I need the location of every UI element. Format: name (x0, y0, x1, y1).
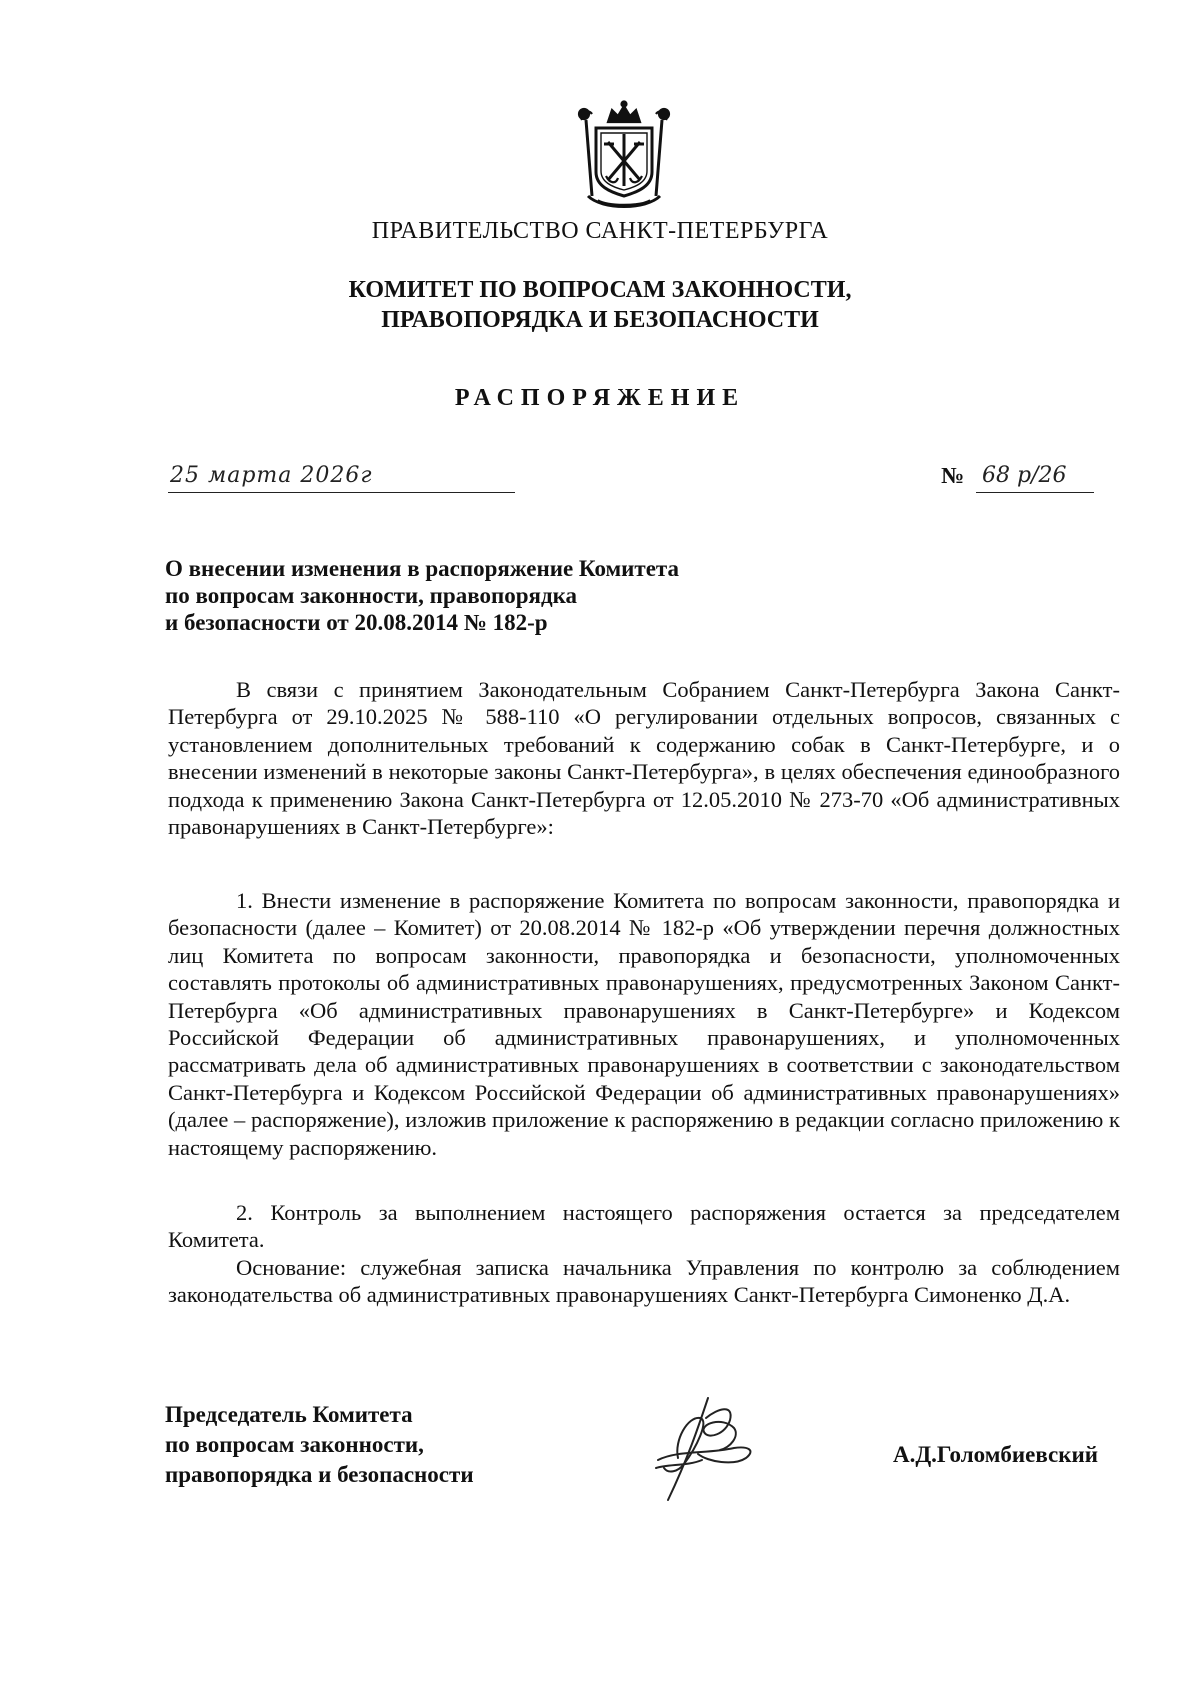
committee-title (0, 275, 1200, 335)
basis-text: Основание: служебная записка начальника Управления по контролю за соблюдением законодательства об административных правонарушениях Санкт-Петербурга Симоненко Д.А. (168, 1255, 1120, 1308)
document-number: 68 р/26 (982, 463, 1067, 488)
signatory-title-line-1: Председатель Комитета (165, 1402, 413, 1427)
basis-paragraph (168, 1254, 1120, 1309)
subject-line-3: и безопасности от 20.08.2014 № 182-р (165, 610, 548, 635)
item-1-text: 1. Внести изменение в распоряжение Комитета по вопросам законности, правопорядка и безопасности (далее – Комитет) от 20.08.2014 № 182-р «Об утверждении перечня должностных лиц Комитета по вопросам законности, правопорядка и безопасности, уполномоченных составлять протоколы об административных правонарушениях, предусмотренных Законом Санкт-Петербурга «Об административных правонарушениях в Санкт-Петербурге» и Кодексом Российской Федерации об административных правонарушениях, и уполномоченных рассматривать дела об административных правонарушениях в соответствии с законодательством Санкт-Петербурга и Кодексом Российской Федерации об административных правонарушениях» (далее – распоряжение), изложив приложение к распоряжению в редакции согласно приложению к настоящему распоряжению. (168, 888, 1120, 1160)
government-title: ПРАВИТЕЛЬСТВО САНКТ-ПЕТЕРБУРГА (371, 218, 829, 244)
preamble-text: В связи с принятием Законодательным Собранием Санкт-Петербурга Закона Санкт-Петербурга от 29.10.2025 № 588-110 «О регулировании отдельных вопросов, связанных с установлением дополнительных требований к содержанию собак в Санкт-Петербурге, и о внесении изменений в некоторые законы Санкт-Петербурга», в целях обеспечения единообразного подхода к применению Закона Санкт-Петербурга от 12.05.2010 № 273-70 «Об административных правонарушениях в Санкт-Петербурге»: (168, 677, 1120, 840)
document-number-label: № (941, 463, 965, 488)
committee-title-line-2: ПРАВОПОРЯДКА И БЕЗОПАСНОСТИ (381, 307, 819, 333)
document-subject (165, 555, 765, 636)
subject-line-2: по вопросам законности, правопорядка (165, 583, 578, 608)
document-date: 25 марта 2026г (170, 463, 373, 488)
signatory-name: А.Д.Голомбиевский (893, 1442, 1099, 1467)
signatory-title-line-2: по вопросам законности, (165, 1432, 424, 1457)
subject-line-1: О внесении изменения в распоряжение Комитета (165, 556, 680, 581)
signatory-title (165, 1400, 474, 1490)
saint-petersburg-coat-of-arms-icon (568, 100, 680, 212)
document-type: РАСПОРЯЖЕНИЕ (454, 385, 746, 411)
handwritten-signature-icon (638, 1388, 768, 1508)
preamble-paragraph (168, 676, 1120, 840)
committee-title-line-1: КОМИТЕТ ПО ВОПРОСАМ ЗАКОННОСТИ, (348, 277, 852, 303)
item-2-text: 2. Контроль за выполнением настоящего распоряжения остается за председателем Комитета. (168, 1200, 1120, 1253)
item-1-paragraph (168, 887, 1120, 1161)
document-number-field (976, 458, 1094, 493)
document-date-field (168, 458, 515, 493)
item-2-paragraph (168, 1199, 1120, 1254)
signatory-title-line-3: правопорядка и безопасности (165, 1462, 474, 1487)
